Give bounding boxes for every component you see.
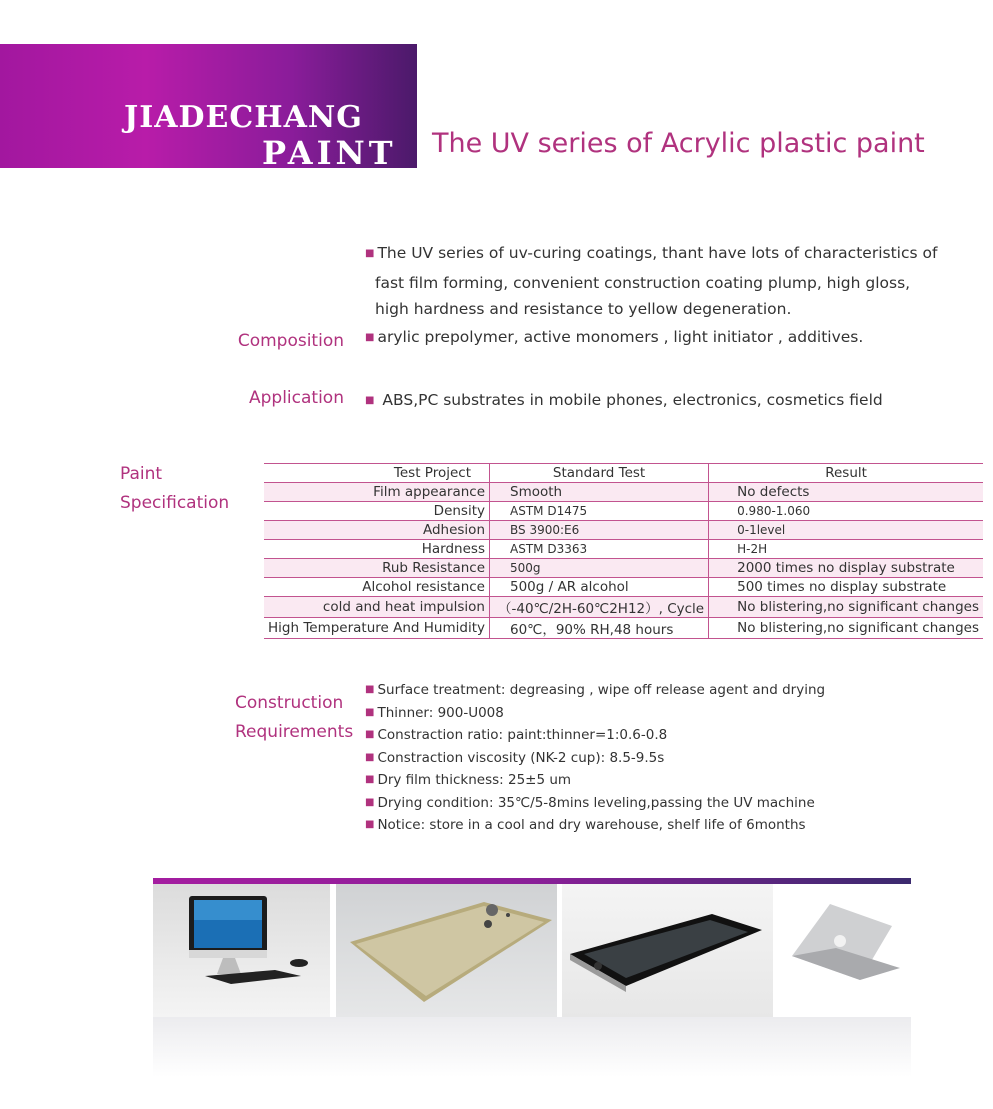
bullet-icon: ■ [365,706,375,718]
cell-result: H-2H [709,540,983,559]
construction-label [235,689,353,747]
bullet-icon: ■ [365,796,375,808]
list-item-text: Thinner: 900-U008 [377,704,504,721]
cell-result: 2000 times no display substrate [709,559,983,578]
table-row [264,578,983,597]
composition-value: arylic prepolymer, active monomers , light initiator , additives. [377,328,864,346]
cell-project: Density [264,502,490,521]
construction-label-line: Construction [235,693,344,713]
cell-standard: （-40℃/2H-60℃2H12）, Cycle [490,597,709,618]
product-reflection [153,1017,911,1077]
cell-project: Alcohol resistance [264,578,490,597]
iphone-4-image [562,884,773,1017]
paint-specification-label-line: Specification [120,493,230,513]
list-item [365,770,825,793]
composition-text [365,328,863,346]
intro-line: The UV series of uv-curing coatings, thant have lots of characteristics of [377,244,938,262]
cell-result: No blistering,no significant changes [709,618,983,639]
application-value: ABS,PC substrates in mobile phones, electronics, cosmetics field [382,391,883,409]
cell-result: No defects [709,483,983,502]
cell-result: No blistering,no significant changes [709,597,983,618]
list-item-text: Dry film thickness: 25±5 um [377,772,572,788]
logo-text-line1: JIADECHANG [124,100,363,135]
cell-standard: ASTM D3363 [490,540,709,559]
table-row [264,597,983,618]
cell-standard: 500g / AR alcohol [490,578,709,597]
cell-project: Hardness [264,540,490,559]
list-item [365,725,825,748]
page-title: The UV series of Acrylic plastic paint [432,128,925,159]
bullet-icon: ■ [365,332,375,343]
bullet-icon: ■ [365,729,375,740]
table-row [264,521,983,540]
list-item-text: Drying condition: 35℃/5-8mins leveling,passing the UV machine [377,794,815,811]
table-row [264,618,983,639]
bullet-icon: ■ [365,684,375,695]
specification-table [264,463,983,639]
header-standard-test: Standard Test [490,464,709,483]
intro-paragraph [365,240,955,323]
cell-standard: 500g [490,559,709,578]
bullet-icon: ■ [365,248,375,259]
cell-project: cold and heat impulsion [264,597,490,618]
composition-label: Composition [237,331,344,351]
bullet-icon: ■ [365,774,375,785]
table-header-row [264,464,983,483]
list-item [365,793,825,816]
list-item-text: Surface treatment: degreasing , wipe off release agent and drying [377,682,826,698]
intro-line: fast film forming, convenient construction coating plump, high gloss, [375,273,911,292]
table-row [264,540,983,559]
bullet-icon: ■ [365,819,375,830]
logo-text-line2: PAINT [262,134,397,172]
table-row [264,502,983,521]
list-item-text: Constraction viscosity (NK-2 cup): 8.5-9.5s [377,749,665,766]
cell-standard: BS 3900:E6 [490,521,709,540]
cell-project: Rub Resistance [264,559,490,578]
header-result: Result [709,464,983,483]
list-item-text: Notice: store in a cool and dry warehouse, shelf life of 6months [377,817,806,833]
macbook-image [774,884,911,1017]
paint-specification-label-line: Paint [120,464,163,484]
table-row [264,559,983,578]
list-item [365,815,825,838]
iphone-7-image [336,884,557,1017]
table-row [264,483,983,502]
header-test-project: Test Project [264,464,490,483]
cell-result: 500 times no display substrate [709,578,983,597]
list-item [365,703,825,726]
cell-standard: Smooth [490,483,709,502]
cell-result: 0-1level [709,521,983,540]
list-item [365,680,825,703]
cell-standard: ASTM D1475 [490,502,709,521]
construction-list [365,680,825,838]
bullet-icon: ■ [365,751,375,763]
intro-line: high hardness and resistance to yellow degeneration. [375,300,792,318]
cell-project: High Temperature And Humidity [264,618,490,639]
cell-result: 0.980-1.060 [709,502,983,521]
cell-project: Film appearance [264,483,490,502]
list-item [365,748,825,771]
all-in-one-computer-image [153,884,330,1017]
application-label: Application [249,388,344,408]
application-text [365,391,883,409]
list-item-text: Constraction ratio: paint:thinner=1:0.6-0.8 [377,727,668,743]
bullet-icon: ■ [365,395,375,406]
paint-specification-label [120,460,229,518]
cell-project: Adhesion [264,521,490,540]
cell-standard: 60℃，90% RH,48 hours [490,618,709,639]
construction-label-line: Requirements [235,722,354,742]
